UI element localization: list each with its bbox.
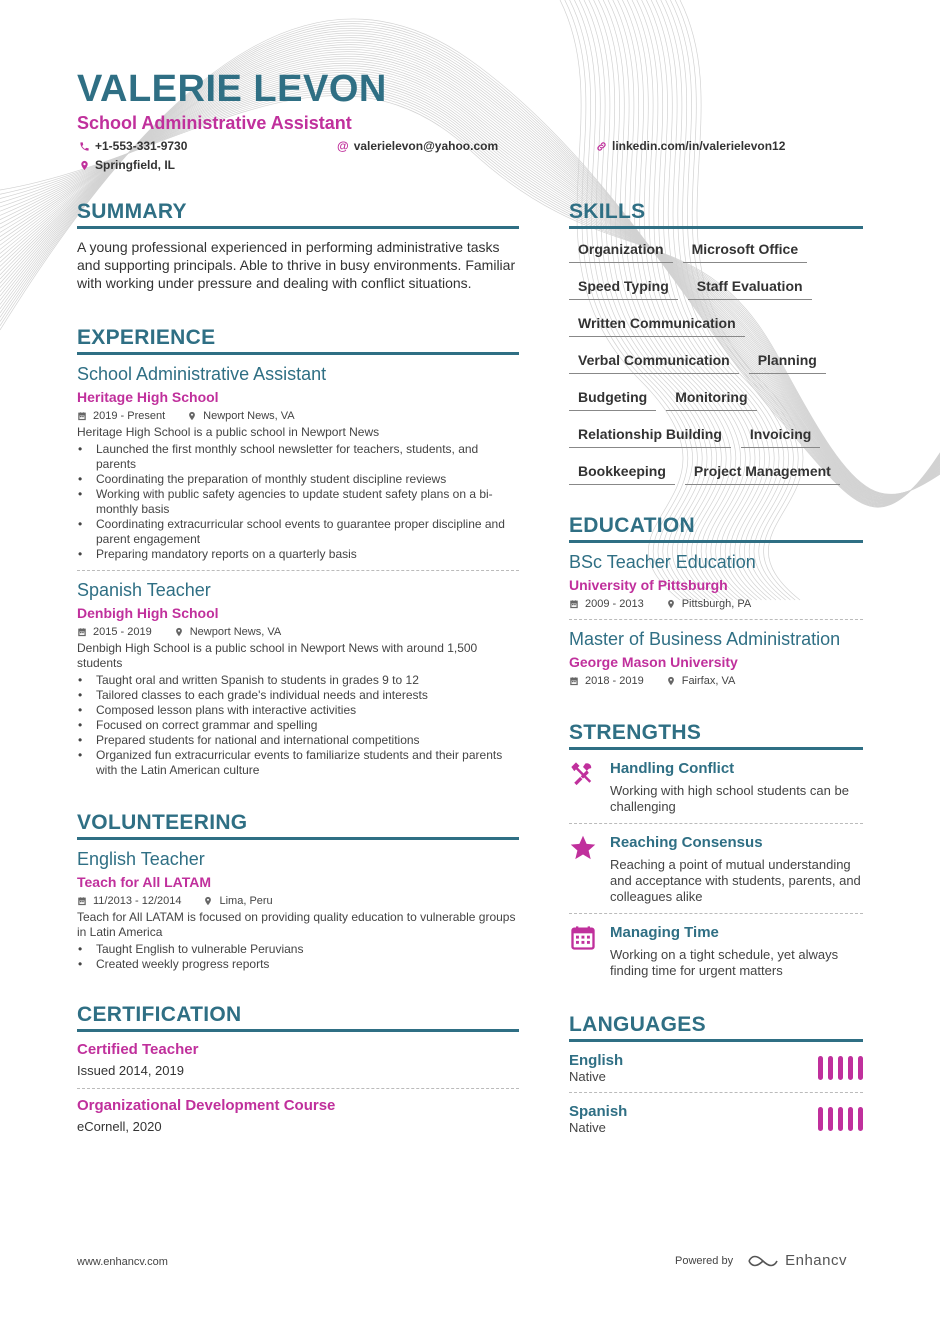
education-location: Pittsburgh, PA xyxy=(681,598,752,610)
education-entry xyxy=(569,629,863,687)
strength-description: Reaching a point of mutual understanding and acceptance with students, parents, and colleagues alike xyxy=(610,857,861,904)
summary-section xyxy=(77,200,519,292)
language-rating xyxy=(818,1107,863,1131)
job-bullets xyxy=(77,442,519,562)
education-meta xyxy=(569,598,863,610)
certification-heading: CERTIFICATION xyxy=(77,1003,519,1032)
email-link[interactable]: valerielevon@yahoo.com xyxy=(353,139,499,153)
experience-heading: EXPERIENCE xyxy=(77,326,519,355)
rating-bar xyxy=(858,1056,863,1080)
calendar-icon xyxy=(569,599,579,609)
volunteering-heading: VOLUNTEERING xyxy=(77,811,519,840)
certification-name: Organizational Development Course xyxy=(77,1097,336,1114)
skill-tag: Written Communication xyxy=(569,315,745,337)
volunteer-bullets xyxy=(77,942,519,972)
skill-tag: Organization xyxy=(569,241,673,263)
entry-divider xyxy=(569,619,863,620)
calendar-icon xyxy=(569,676,579,686)
language-name: Spanish xyxy=(569,1103,628,1120)
rating-bar xyxy=(838,1056,843,1080)
language-rating xyxy=(818,1056,863,1080)
strength-item xyxy=(569,760,863,815)
strength-item xyxy=(569,924,863,979)
experience-entry xyxy=(77,580,519,778)
tools-icon xyxy=(569,760,597,788)
calendar-icon xyxy=(77,896,87,906)
skill-tag: Monitoring xyxy=(666,389,756,411)
rating-bar xyxy=(848,1107,853,1131)
location-pin-icon xyxy=(187,411,197,421)
strengths-section xyxy=(569,721,863,979)
job-location: Newport News, VA xyxy=(189,626,282,638)
volunteer-bullet: • Taught English to vulnerable Peruvians xyxy=(77,942,519,957)
location-pin-icon xyxy=(79,160,90,171)
volunteer-org: Teach for All LATAM xyxy=(77,874,212,890)
language-level: Native xyxy=(569,1069,606,1084)
job-meta xyxy=(77,626,519,638)
skill-tag: Budgeting xyxy=(569,389,656,411)
location-pin-icon xyxy=(174,627,184,637)
education-location: Fairfax, VA xyxy=(681,675,736,687)
brand-logo[interactable] xyxy=(747,1252,847,1269)
experience-entry xyxy=(77,364,519,562)
footer-branding xyxy=(675,1252,847,1269)
job-title: School Administrative Assistant xyxy=(77,364,327,384)
skill-tag: Bookkeeping xyxy=(569,463,675,485)
job-bullet: • Focused on correct grammar and spelling xyxy=(77,718,519,733)
skill-tag: Microsoft Office xyxy=(683,241,808,263)
experience-section xyxy=(77,326,519,778)
employer: Denbigh High School xyxy=(77,605,219,621)
star-icon xyxy=(569,834,597,862)
location-pin-icon xyxy=(666,676,676,686)
certification-detail: eCornell, 2020 xyxy=(77,1119,162,1134)
volunteer-meta xyxy=(77,895,519,907)
job-meta xyxy=(77,410,519,422)
strength-icon-wrap xyxy=(569,834,599,905)
skill-tag: Invoicing xyxy=(741,426,820,448)
education-entry xyxy=(569,552,863,610)
rating-bar xyxy=(818,1107,823,1131)
languages-section xyxy=(569,1013,863,1135)
education-dates: 2018 - 2019 xyxy=(585,675,644,687)
job-bullet: • Working with public safety agencies to update student safety plans on a bi-monthly basis xyxy=(77,487,519,517)
strength-item xyxy=(569,834,863,905)
skills-heading: SKILLS xyxy=(569,200,863,229)
phone-text[interactable]: +1-553-331-9730 xyxy=(95,139,188,153)
contact-email xyxy=(337,139,498,153)
job-dates: 2019 - Present xyxy=(93,410,166,422)
job-bullet: • Taught oral and written Spanish to students in grades 9 to 12 xyxy=(77,673,519,688)
job-bullet: • Organized fun extracurricular events to familiarize students and their parents with the Latin American culture xyxy=(77,748,519,778)
summary-text: A young professional experienced in performing administrative tasks and supporting principals. Able to thrive in busy environments. Familiar with working under pressure and dealing with conflict situations. xyxy=(77,239,516,291)
location-pin-icon xyxy=(203,896,213,906)
entry-divider xyxy=(77,1088,519,1089)
skill-tag: Verbal Communication xyxy=(569,352,739,374)
calendar-icon xyxy=(569,924,597,952)
skill-tag: Relationship Building xyxy=(569,426,731,448)
volunteer-dates: 11/2013 - 12/2014 xyxy=(93,895,182,907)
employer: Heritage High School xyxy=(77,389,219,405)
strength-title: Reaching Consensus xyxy=(610,834,763,851)
calendar-icon xyxy=(77,627,87,637)
certification-section xyxy=(77,1003,519,1136)
job-title: Spanish Teacher xyxy=(77,580,211,600)
education-meta xyxy=(569,675,863,687)
volunteering-entry xyxy=(77,849,519,972)
job-dates: 2015 - 2019 xyxy=(93,626,152,638)
rating-bar xyxy=(828,1107,833,1131)
enhancv-logo-icon xyxy=(747,1253,779,1269)
strength-title: Handling Conflict xyxy=(610,760,735,777)
certification-detail: Issued 2014, 2019 xyxy=(77,1063,184,1078)
rating-bar xyxy=(858,1107,863,1131)
candidate-title: School Administrative Assistant xyxy=(77,113,352,133)
candidate-name: VALERIE LEVON xyxy=(77,68,387,110)
job-bullet: • Composed lesson plans with interactive activities xyxy=(77,703,519,718)
degree: BSc Teacher Education xyxy=(569,552,756,572)
job-bullet: • Tailored classes to each grade's individual needs and interests xyxy=(77,688,519,703)
job-description: Heritage High School is a public school in Newport News xyxy=(77,425,380,439)
job-bullet: • Coordinating the preparation of monthly student discipline reviews xyxy=(77,472,519,487)
degree: Master of Business Administration xyxy=(569,629,841,649)
right-column xyxy=(569,200,863,1135)
language-item xyxy=(569,1052,863,1084)
rating-bar xyxy=(828,1056,833,1080)
entry-divider xyxy=(569,913,863,914)
education-dates: 2009 - 2013 xyxy=(585,598,644,610)
certification-item xyxy=(77,1097,519,1136)
summary-heading: SUMMARY xyxy=(77,200,519,229)
calendar-icon xyxy=(77,411,87,421)
job-bullet: • Coordinating extracurricular school events to guarantee proper discipline and parent engagement xyxy=(77,517,519,547)
job-bullets xyxy=(77,673,519,778)
rating-bar xyxy=(848,1056,853,1080)
languages-heading: LANGUAGES xyxy=(569,1013,863,1042)
at-icon: @ xyxy=(337,139,349,153)
phone-icon xyxy=(79,141,90,152)
job-bullet: • Prepared students for national and international competitions xyxy=(77,733,519,748)
language-level: Native xyxy=(569,1120,606,1135)
school: University of Pittsburgh xyxy=(569,577,728,593)
entry-divider xyxy=(569,1092,863,1093)
strength-icon-wrap xyxy=(569,760,599,815)
strengths-heading: STRENGTHS xyxy=(569,721,863,750)
certification-item xyxy=(77,1041,519,1080)
skill-tag: Planning xyxy=(749,352,826,374)
job-bullet: • Preparing mandatory reports on a quarterly basis xyxy=(77,547,519,562)
contact-phone xyxy=(79,139,187,153)
contact-linkedin xyxy=(596,139,785,153)
rating-bar xyxy=(838,1107,843,1131)
job-description: Denbigh High School is a public school in Newport News with around 1,500 students xyxy=(77,641,478,670)
certification-name: Certified Teacher xyxy=(77,1041,199,1058)
skill-tag: Staff Evaluation xyxy=(688,278,812,300)
strength-title: Managing Time xyxy=(610,924,719,941)
location-text: Springfield, IL xyxy=(95,158,175,172)
contact-location xyxy=(79,158,175,172)
language-item xyxy=(569,1103,863,1135)
skill-tag: Project Management xyxy=(685,463,840,485)
entry-divider xyxy=(77,570,519,571)
brand-name: Enhancv xyxy=(785,1252,847,1269)
skills-section xyxy=(569,200,863,485)
link-icon xyxy=(596,141,607,152)
volunteer-bullet: • Created weekly progress reports xyxy=(77,957,519,972)
strength-icon-wrap xyxy=(569,924,599,979)
skill-tag: Speed Typing xyxy=(569,278,678,300)
education-heading: EDUCATION xyxy=(569,514,863,543)
education-section xyxy=(569,514,863,687)
footer-website[interactable]: www.enhancv.com xyxy=(77,1256,168,1268)
school: George Mason University xyxy=(569,654,738,670)
left-column xyxy=(77,200,519,1136)
volunteer-location: Lima, Peru xyxy=(219,895,273,907)
strength-description: Working on a tight schedule, yet always finding time for urgent matters xyxy=(610,947,839,978)
entry-divider xyxy=(569,823,863,824)
job-location: Newport News, VA xyxy=(203,410,295,422)
powered-by-label: Powered by xyxy=(675,1254,734,1267)
volunteer-title: English Teacher xyxy=(77,849,205,869)
skills-list xyxy=(569,241,863,485)
linkedin-link[interactable]: linkedin.com/in/valerielevon12 xyxy=(612,139,786,153)
job-bullet: • Launched the first monthly school newsletter for teachers, students, and parents xyxy=(77,442,519,472)
rating-bar xyxy=(818,1056,823,1080)
volunteer-description: Teach for All LATAM is focused on providing quality education to vulnerable groups in Latin America xyxy=(77,910,516,939)
strength-description: Working with high school students can be challenging xyxy=(610,783,849,814)
location-pin-icon xyxy=(666,599,676,609)
volunteering-section xyxy=(77,811,519,972)
language-name: English xyxy=(569,1052,624,1069)
